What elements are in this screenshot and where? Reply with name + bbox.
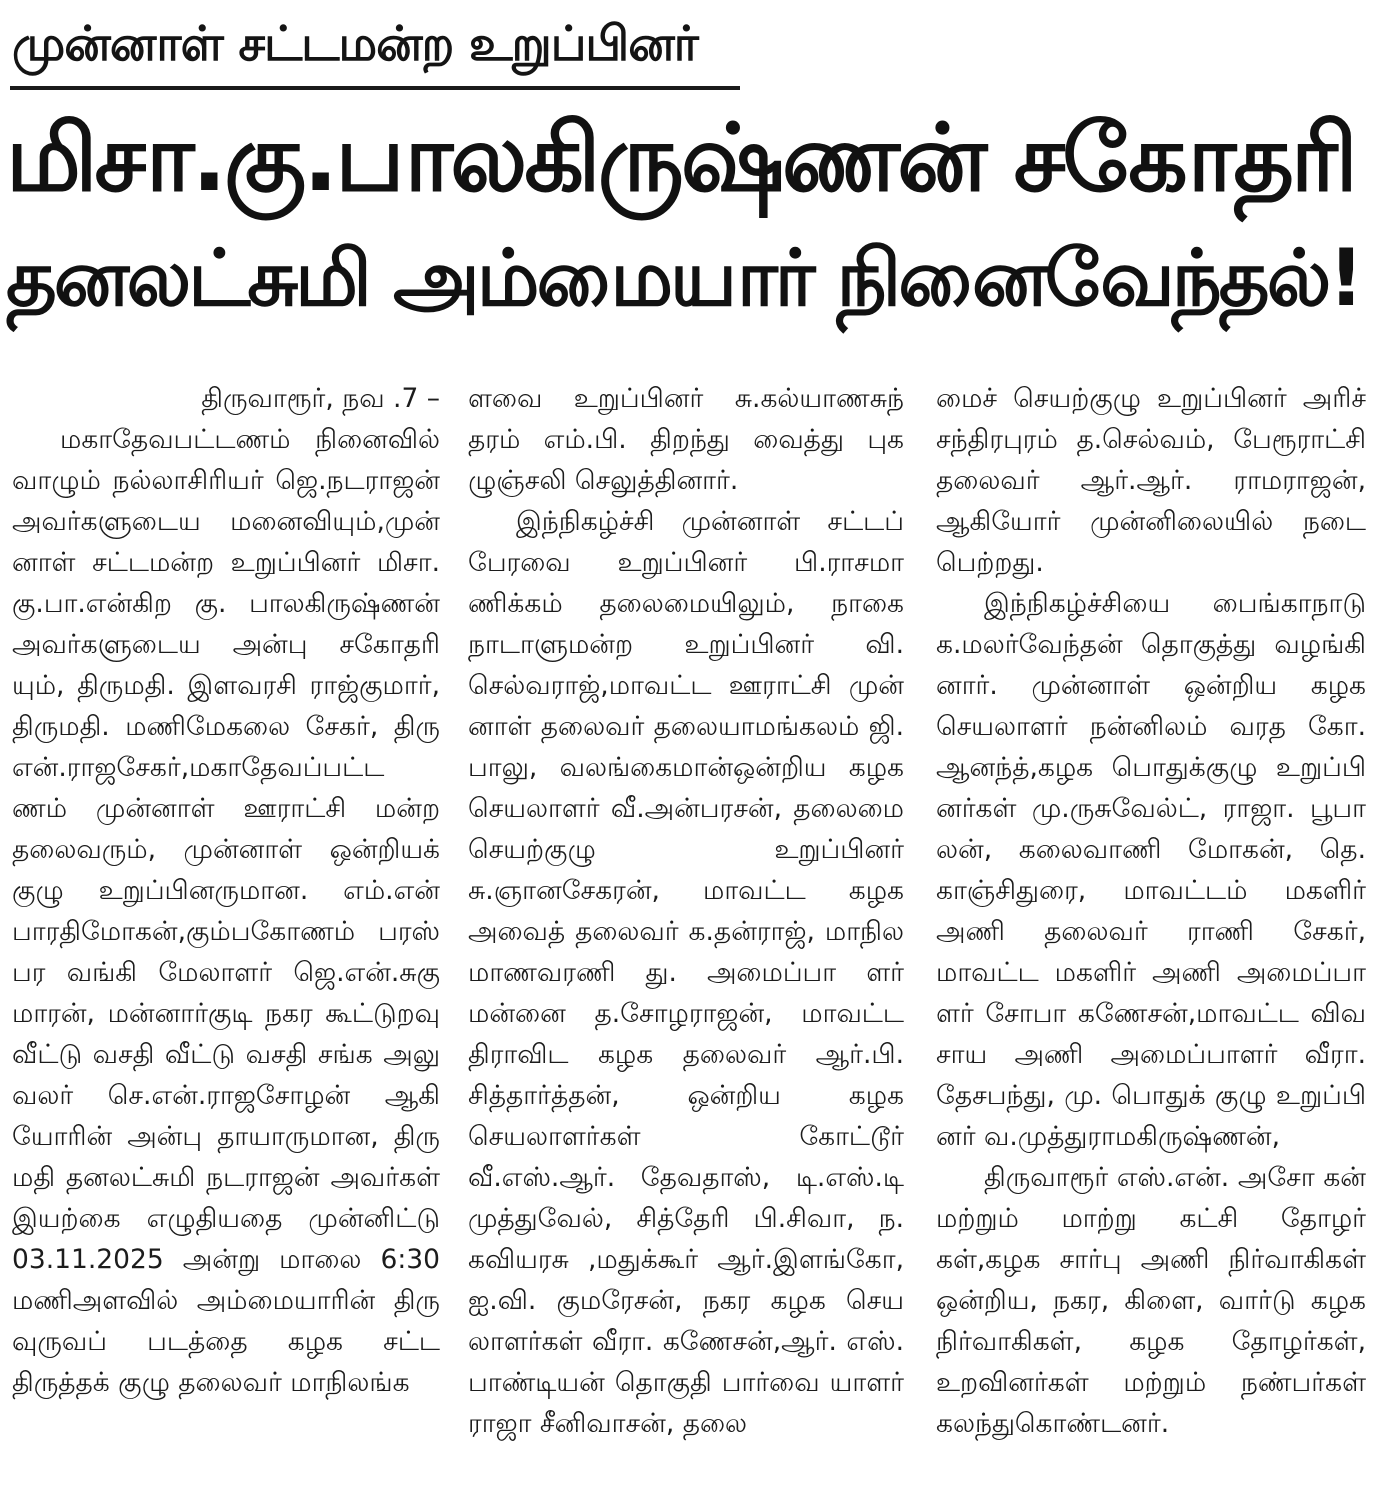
article-column-2 xyxy=(468,378,904,1444)
headline-line-2: தனலட்சுமி அம்மையார் நினைவேந்தல்! xyxy=(6,234,1361,324)
column-2-paragraph-2: இந்நிகழ்ச்சி முன்னாள் சட்டப் பேரவை உறுப்பினர் பி.ராசமா ணிக்கம் தலைமையிலும், நாகை நாடாளுமன்ற உறுப்பினர் வி. செல்வராஜ்,மாவட்ட ஊராட்சி முன் னாள் தலைவர் தலையாமங்கலம் ஜி. பாலு, வலங்கைமான்ஒன்றிய கழக செயலாளர் வீ.அன்பரசன், தலைமை செயற்குழு உறுப்பினர் சு.ஞானசேகரன், மாவட்ட கழக அவைத் தலைவர் க.தன்ராஜ், மாநில மாணவரணி து. அமைப்பா ளர் மன்னை த.சோழராஜன், மாவட்ட திராவிட கழக தலைவர் ஆர்.பி. சித்தார்த்தன், ஒன்றிய கழக செயலாளர்கள் கோட்டூர் வீ.எஸ்.ஆர். தேவதாஸ், டி.எஸ்.டி முத்துவேல், சித்தேரி பி.சிவா, ந. கவியரசு ,மதுக்கூர் ஆர்.இளங்கோ, ஐ.வி. குமரேசன், நகர கழக செய லாளர்கள் வீரா. கணேசன்,ஆர். எஸ். பாண்டியன் தொகுதி பார்வை யாளர் ராஜா சீனிவாசன், தலை xyxy=(468,506,904,1439)
kicker-heading: முன்னாள் சட்டமன்ற உறுப்பினர் xyxy=(12,16,698,72)
headline-line-1: மிசா.கு.பாலகிருஷ்ணன் சகோதரி xyxy=(6,104,1355,212)
kicker-underline xyxy=(10,86,740,90)
column-1-paragraph-1: மகாதேவபட்டணம் நினைவில் வாழும் நல்லாசிரியர் ஜெ.நடராஜன் அவர்களுடைய மனைவியும்,முன் னாள் சட்டமன்ற உறுப்பினர் மிசா. கு.பா.என்கிற கு. பாலகிருஷ்ணன் அவர்களுடைய அன்பு சகோதரி யும், திருமதி. இளவரசி ராஜ்குமார், திருமதி. மணிமேகலை சேகர், திரு என்.ராஜசேகர்,மகாதேவப்பட்ட ணம் முன்னாள் ஊராட்சி மன்ற தலைவரும், முன்னாள் ஒன்றியக் குழு உறுப்பினருமான. எம்.என் பாரதிமோகன்,கும்பகோணம் பரஸ் பர வங்கி மேலாளர் ஜெ.என்.சுகு மாரன், மன்னார்குடி நகர கூட்டுறவு வீட்டு வசதி வீட்டு வசதி சங்க அலு வலர் செ.என்.ராஜசோழன் ஆகி யோரின் அன்பு தாயாருமான, திரு மதி தனலட்சுமி நடராஜன் அவர்கள் இயற்கை எழுதியதை முன்னிட்டு 03.11.2025 அன்று மாலை 6:30 மணிஅளவில் அம்மையாரின் திரு வுருவப் படத்தை கழக சட்ட திருத்தக் குழு தலைவர் மாநிலங்க xyxy=(12,424,440,1398)
dateline: திருவாரூர், நவ .7 – xyxy=(201,383,440,414)
column-3-paragraph-3: திருவாரூர் எஸ்.என். அசோ கன் மற்றும் மாற்று கட்சி தோழர் கள்,கழக சார்பு அணி நிர்வாகிகள் ஒன்றிய, நகர, கிளை, வார்டு கழக நிர்வாகிகள், கழக தோழர்கள், உறவினர்கள் மற்றும் நண்பர்கள் கலந்துகொண்டனர். xyxy=(936,1162,1366,1439)
column-2-paragraph-1: ளவை உறுப்பினர் சு.கல்யாணசுந் தரம் எம்.பி. திறந்து வைத்து புக ழுஞ்சலி செலுத்தினார். xyxy=(468,383,904,496)
column-3-paragraph-1: மைச் செயற்குழு உறுப்பினர் அரிச் சந்திரபுரம் த.செல்வம், பேரூராட்சி தலைவர் ஆர்.ஆர். ராமராஜன், ஆகியோர் முன்னிலையில் நடை பெற்றது. xyxy=(936,383,1366,578)
article-column-3 xyxy=(936,378,1366,1444)
column-3-paragraph-2: இந்நிகழ்ச்சியை பைங்காநாடு க.மலர்வேந்தன் தொகுத்து வழங்கி னார். முன்னாள் ஒன்றிய கழக செயலாளர் நன்னிலம் வரத கோ. ஆனந்த்,கழக பொதுக்குழு உறுப்பி னர்கள் மு.ருசுவேல்ட், ராஜா. பூபா லன், கலைவாணி மோகன், தெ. காஞ்சிதுரை, மாவட்டம் மகளிர் அணி தலைவர் ராணி சேகர், மாவட்ட மகளிர் அணி அமைப்பா ளர் சோபா கணேசன்,மாவட்ட விவ சாய அணி அமைப்பாளர் வீரா. தேசபந்து, மு. பொதுக் குழு உறுப்பி னர் வ.முத்துராமகிருஷ்ணன், xyxy=(936,588,1366,1152)
article-column-1 xyxy=(12,378,440,1403)
